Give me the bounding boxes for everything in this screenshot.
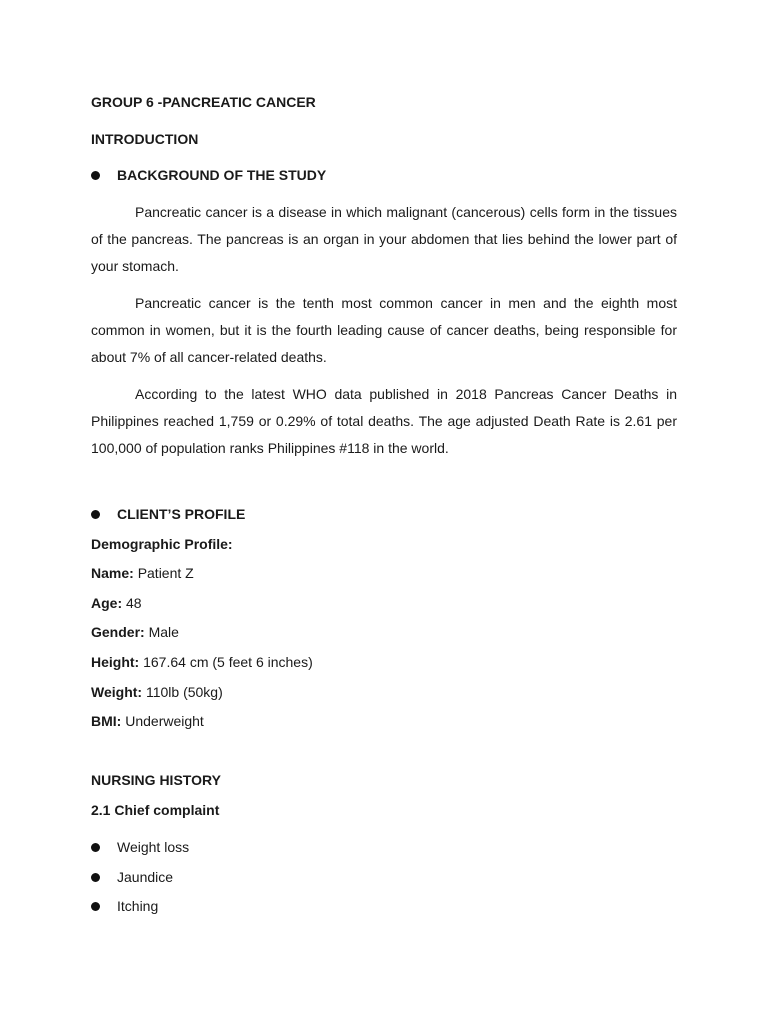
demographic-heading: Demographic Profile: (91, 536, 233, 552)
profile-bmi-row (91, 713, 204, 729)
background-paragraph-1: Pancreatic cancer is a disease in which malignant (cancerous) cells form in the tissues of the pancreas. The pancreas is an organ in your abdomen that lies behind the lower part of your stomach. (91, 204, 677, 274)
chief-complaint-heading: 2.1 Chief complaint (91, 802, 220, 818)
profile-label: Weight: (91, 684, 143, 700)
complaint-item: Jaundice (117, 869, 174, 885)
profile-value: Patient Z (137, 565, 194, 581)
client-profile-heading: CLIENT’S PROFILE (117, 506, 246, 522)
document-title: GROUP 6 -PANCREATIC CANCER (91, 94, 316, 110)
bullet-icon (91, 171, 100, 180)
profile-height-row (91, 654, 313, 670)
introduction-heading: INTRODUCTION (91, 131, 199, 147)
complaint-item: Weight loss (117, 839, 190, 855)
profile-value: Underweight (125, 713, 204, 729)
profile-age-row (91, 595, 142, 611)
profile-label: Age: (91, 595, 123, 611)
profile-label: BMI: (91, 713, 122, 729)
profile-weight-row (91, 684, 223, 700)
background-paragraph-3: According to the latest WHO data published in 2018 Pancreas Cancer Deaths in Philippines reached 1,759 or 0.29% of total deaths. The age adjusted Death Rate is 2.61 per 100,000 of population ranks Philippines #118 in the world. (91, 386, 677, 456)
background-heading: BACKGROUND OF THE STUDY (117, 167, 327, 183)
profile-gender-row (91, 624, 179, 640)
profile-value: Male (148, 624, 179, 640)
nursing-history-heading: NURSING HISTORY (91, 772, 221, 788)
profile-label: Height: (91, 654, 140, 670)
profile-value: 167.64 cm (5 feet 6 inches) (143, 654, 313, 670)
complaint-item: Itching (117, 898, 159, 914)
background-paragraph-2: Pancreatic cancer is the tenth most common cancer in men and the eighth most common in women, but it is the fourth leading cause of cancer deaths, being responsible for about 7% of all cancer-related deaths. (91, 295, 677, 365)
profile-value: 48 (126, 595, 142, 611)
profile-name-row (91, 565, 194, 581)
profile-label: Name: (91, 565, 134, 581)
bullet-icon (91, 843, 100, 852)
bullet-icon (91, 902, 100, 911)
profile-value: 110lb (50kg) (145, 684, 223, 700)
bullet-icon (91, 873, 100, 882)
profile-label: Gender: (91, 624, 145, 640)
bullet-icon (91, 510, 100, 519)
